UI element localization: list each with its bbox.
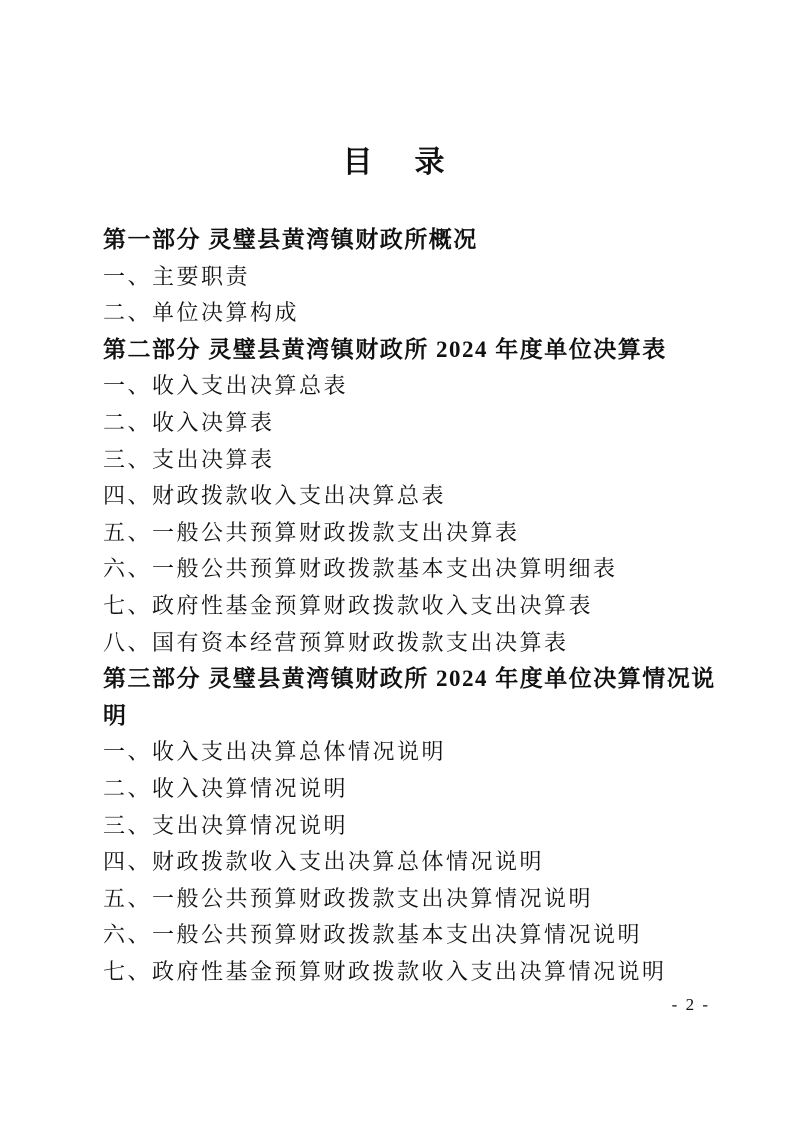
toc-item: 四、财政拨款收入支出决算总表 (103, 483, 447, 509)
table-of-contents (103, 222, 735, 990)
toc-item: 三、支出决算情况说明 (103, 812, 349, 838)
toc-item: 六、一般公共预算财政拨款基本支出决算情况说明 (103, 922, 643, 948)
toc-item: 七、政府性基金预算财政拨款收入支出决算情况说明 (103, 958, 667, 984)
toc-item: 二、收入决算表 (103, 409, 275, 435)
page-number: - 2 - (671, 995, 710, 1014)
toc-item: 一、收入支出决算总体情况说明 (103, 739, 447, 765)
toc-item: 七、政府性基金预算财政拨款收入支出决算表 (103, 592, 594, 618)
toc-item: 四、财政拨款收入支出决算总体情况说明 (103, 849, 545, 875)
document-title: 目 录 (342, 146, 451, 179)
toc-item: 二、收入决算情况说明 (103, 775, 349, 801)
toc-item: 五、一般公共预算财政拨款支出决算情况说明 (103, 885, 594, 911)
toc-part-heading: 第三部分 灵璧县黄湾镇财政所 2024 年度单位决算情况说明 (103, 666, 716, 728)
toc-part-heading: 第一部分 灵璧县黄湾镇财政所概况 (103, 227, 478, 252)
toc-item: 一、收入支出决算总表 (103, 373, 349, 399)
toc-item: 二、单位决算构成 (103, 300, 300, 326)
toc-item: 三、支出决算表 (103, 446, 275, 472)
toc-item: 八、国有资本经营预算财政拨款支出决算表 (103, 629, 569, 655)
toc-item: 一、主要职责 (103, 263, 251, 289)
toc-item: 六、一般公共预算财政拨款基本支出决算明细表 (103, 556, 618, 582)
toc-part-heading: 第二部分 灵璧县黄湾镇财政所 2024 年度单位决算表 (103, 336, 667, 362)
toc-item: 五、一般公共预算财政拨款支出决算表 (103, 519, 520, 545)
